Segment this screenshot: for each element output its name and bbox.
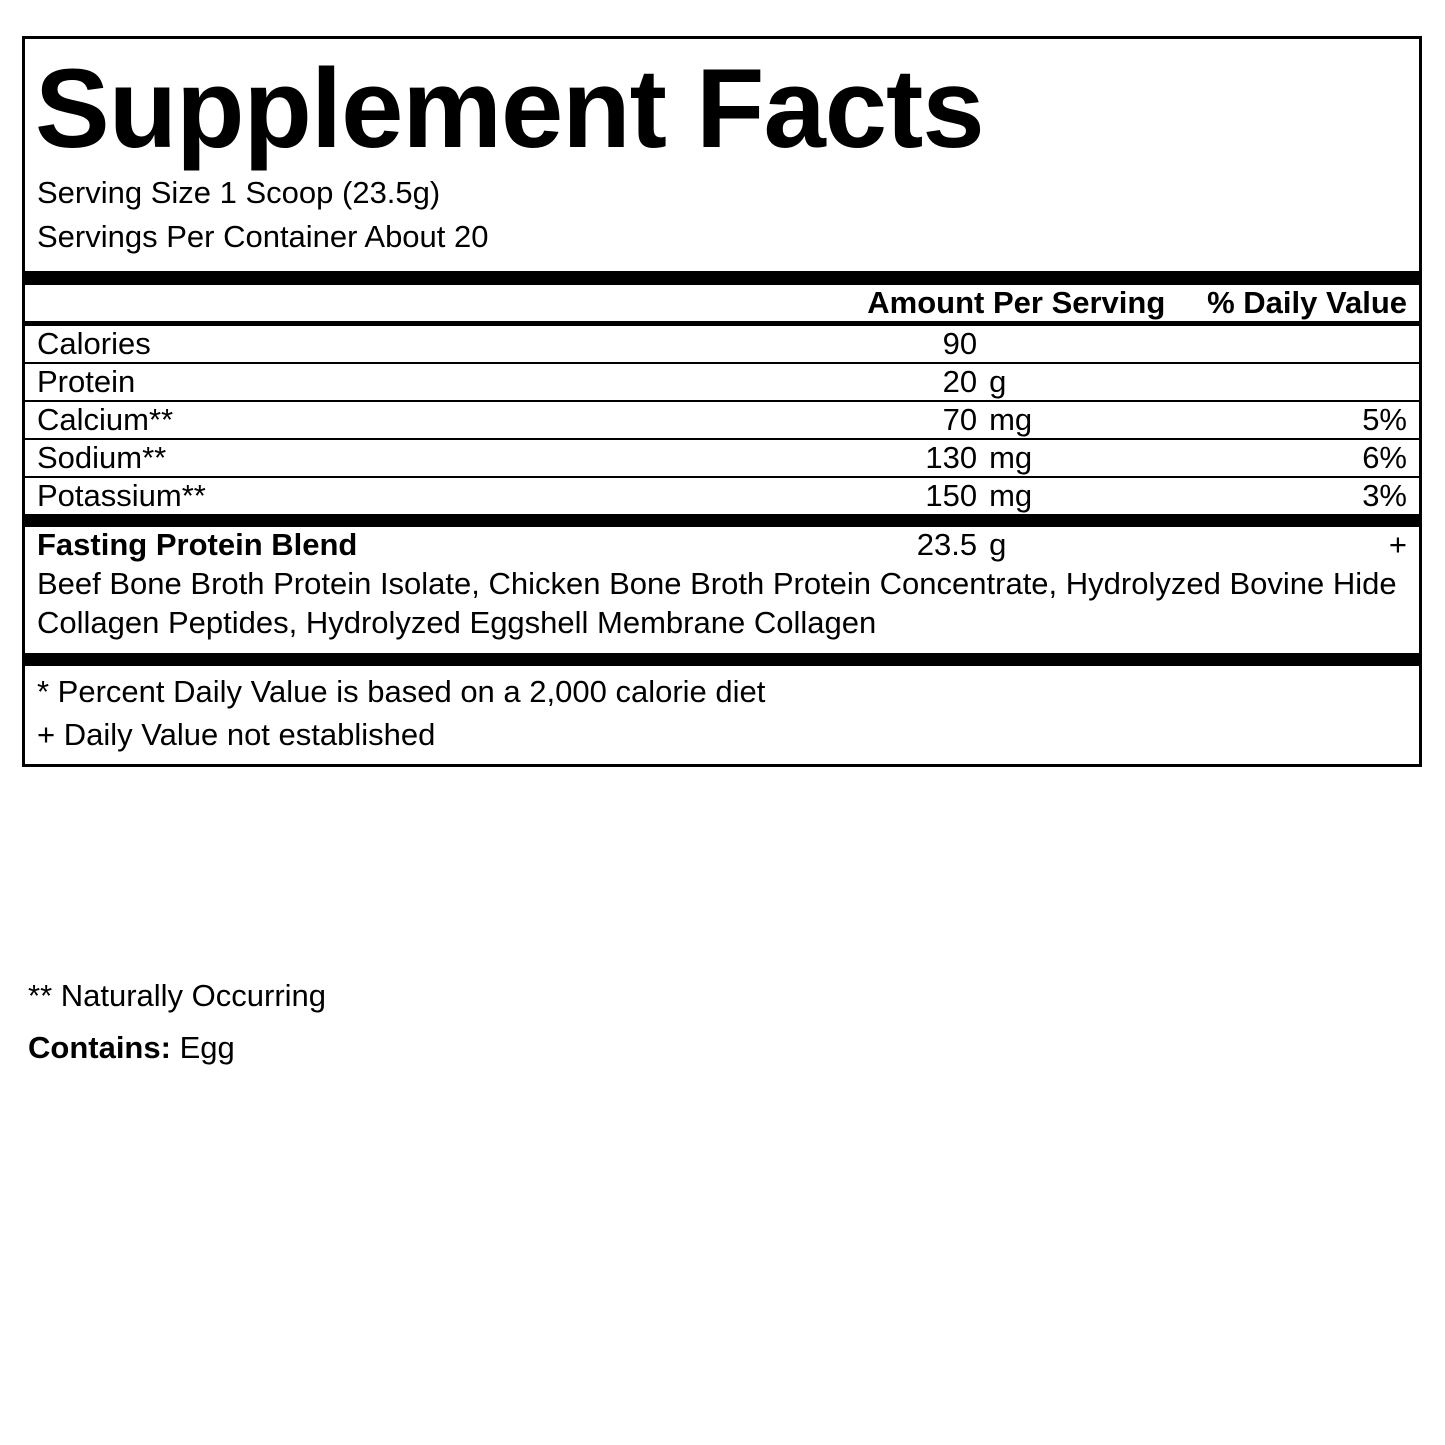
footnote-daily-value-not-established: + Daily Value not established	[37, 716, 436, 752]
blend-daily-value: +	[1388, 527, 1407, 563]
blend-amount: 23.5	[916, 527, 978, 563]
table-row	[25, 363, 1419, 401]
servings-per-container-text: Servings Per Container About 20	[37, 219, 489, 255]
nutrient-daily-value	[1165, 326, 1419, 363]
nutrient-unit: mg	[977, 401, 1165, 439]
nutrient-amount: 130	[806, 439, 977, 477]
nutrient-name: Sodium**	[25, 439, 806, 477]
allergen-line	[28, 1022, 1418, 1074]
nutrient-unit: mg	[989, 478, 1033, 514]
table-row	[25, 401, 1419, 439]
nutrient-daily-value: 5%	[1165, 401, 1419, 439]
nutrition-table	[25, 285, 1419, 321]
allergen-label: Contains:	[28, 1030, 171, 1066]
blend-name: Fasting Protein Blend	[37, 527, 358, 563]
table-row	[25, 439, 1419, 477]
nutrient-daily-value: 6%	[1165, 439, 1419, 477]
nutrient-unit: g	[977, 363, 1165, 401]
nutrient-name: Calcium**	[25, 401, 806, 439]
nutrient-name: Protein	[25, 363, 806, 401]
nutrient-daily-value	[1165, 363, 1419, 401]
nutrient-rows-table	[25, 326, 1419, 514]
blend-ingredients: Beef Bone Broth Protein Isolate, Chicken Bone Broth Protein Concentrate, Hydrolyzed Bovine Hide Collagen Peptides, Hydrolyzed Eggshell Membrane Collagen	[37, 566, 1397, 640]
blend-unit: g	[989, 527, 1007, 563]
allergen-value: Egg	[179, 1030, 235, 1066]
nutrient-amount: 70	[806, 401, 977, 439]
divider-above-blend	[25, 514, 1419, 527]
nutrient-daily-value: 3%	[1362, 478, 1407, 514]
divider-thick-top	[25, 271, 1419, 285]
blend-row	[25, 527, 1419, 563]
nutrient-unit	[977, 326, 1165, 363]
nutrient-amount: 150	[925, 478, 978, 514]
blend-table	[25, 527, 1419, 563]
nutrient-name: Potassium**	[37, 478, 206, 514]
table-row	[25, 477, 1419, 514]
nutrient-name: Calories	[25, 326, 806, 363]
supplement-facts-panel	[22, 36, 1422, 767]
nutrient-unit: mg	[977, 439, 1165, 477]
page-title: Supplement Facts	[35, 46, 984, 171]
serving-size-text: Serving Size 1 Scoop (23.5g)	[37, 175, 441, 210]
nutrient-amount: 20	[806, 363, 977, 401]
divider-above-footnotes	[25, 653, 1419, 666]
naturally-occurring-note: ** Naturally Occurring	[28, 978, 327, 1013]
table-header-row	[25, 285, 1419, 321]
header-amount-per-serving: Amount Per Serving	[867, 285, 1166, 321]
header-percent-daily-value: % Daily Value	[1207, 285, 1407, 321]
nutrient-amount: 90	[806, 326, 977, 363]
below-label-notes	[28, 970, 1418, 1074]
table-row	[25, 326, 1419, 363]
footnote-percent-daily-value: * Percent Daily Value is based on a 2,000 calorie diet	[37, 673, 766, 709]
